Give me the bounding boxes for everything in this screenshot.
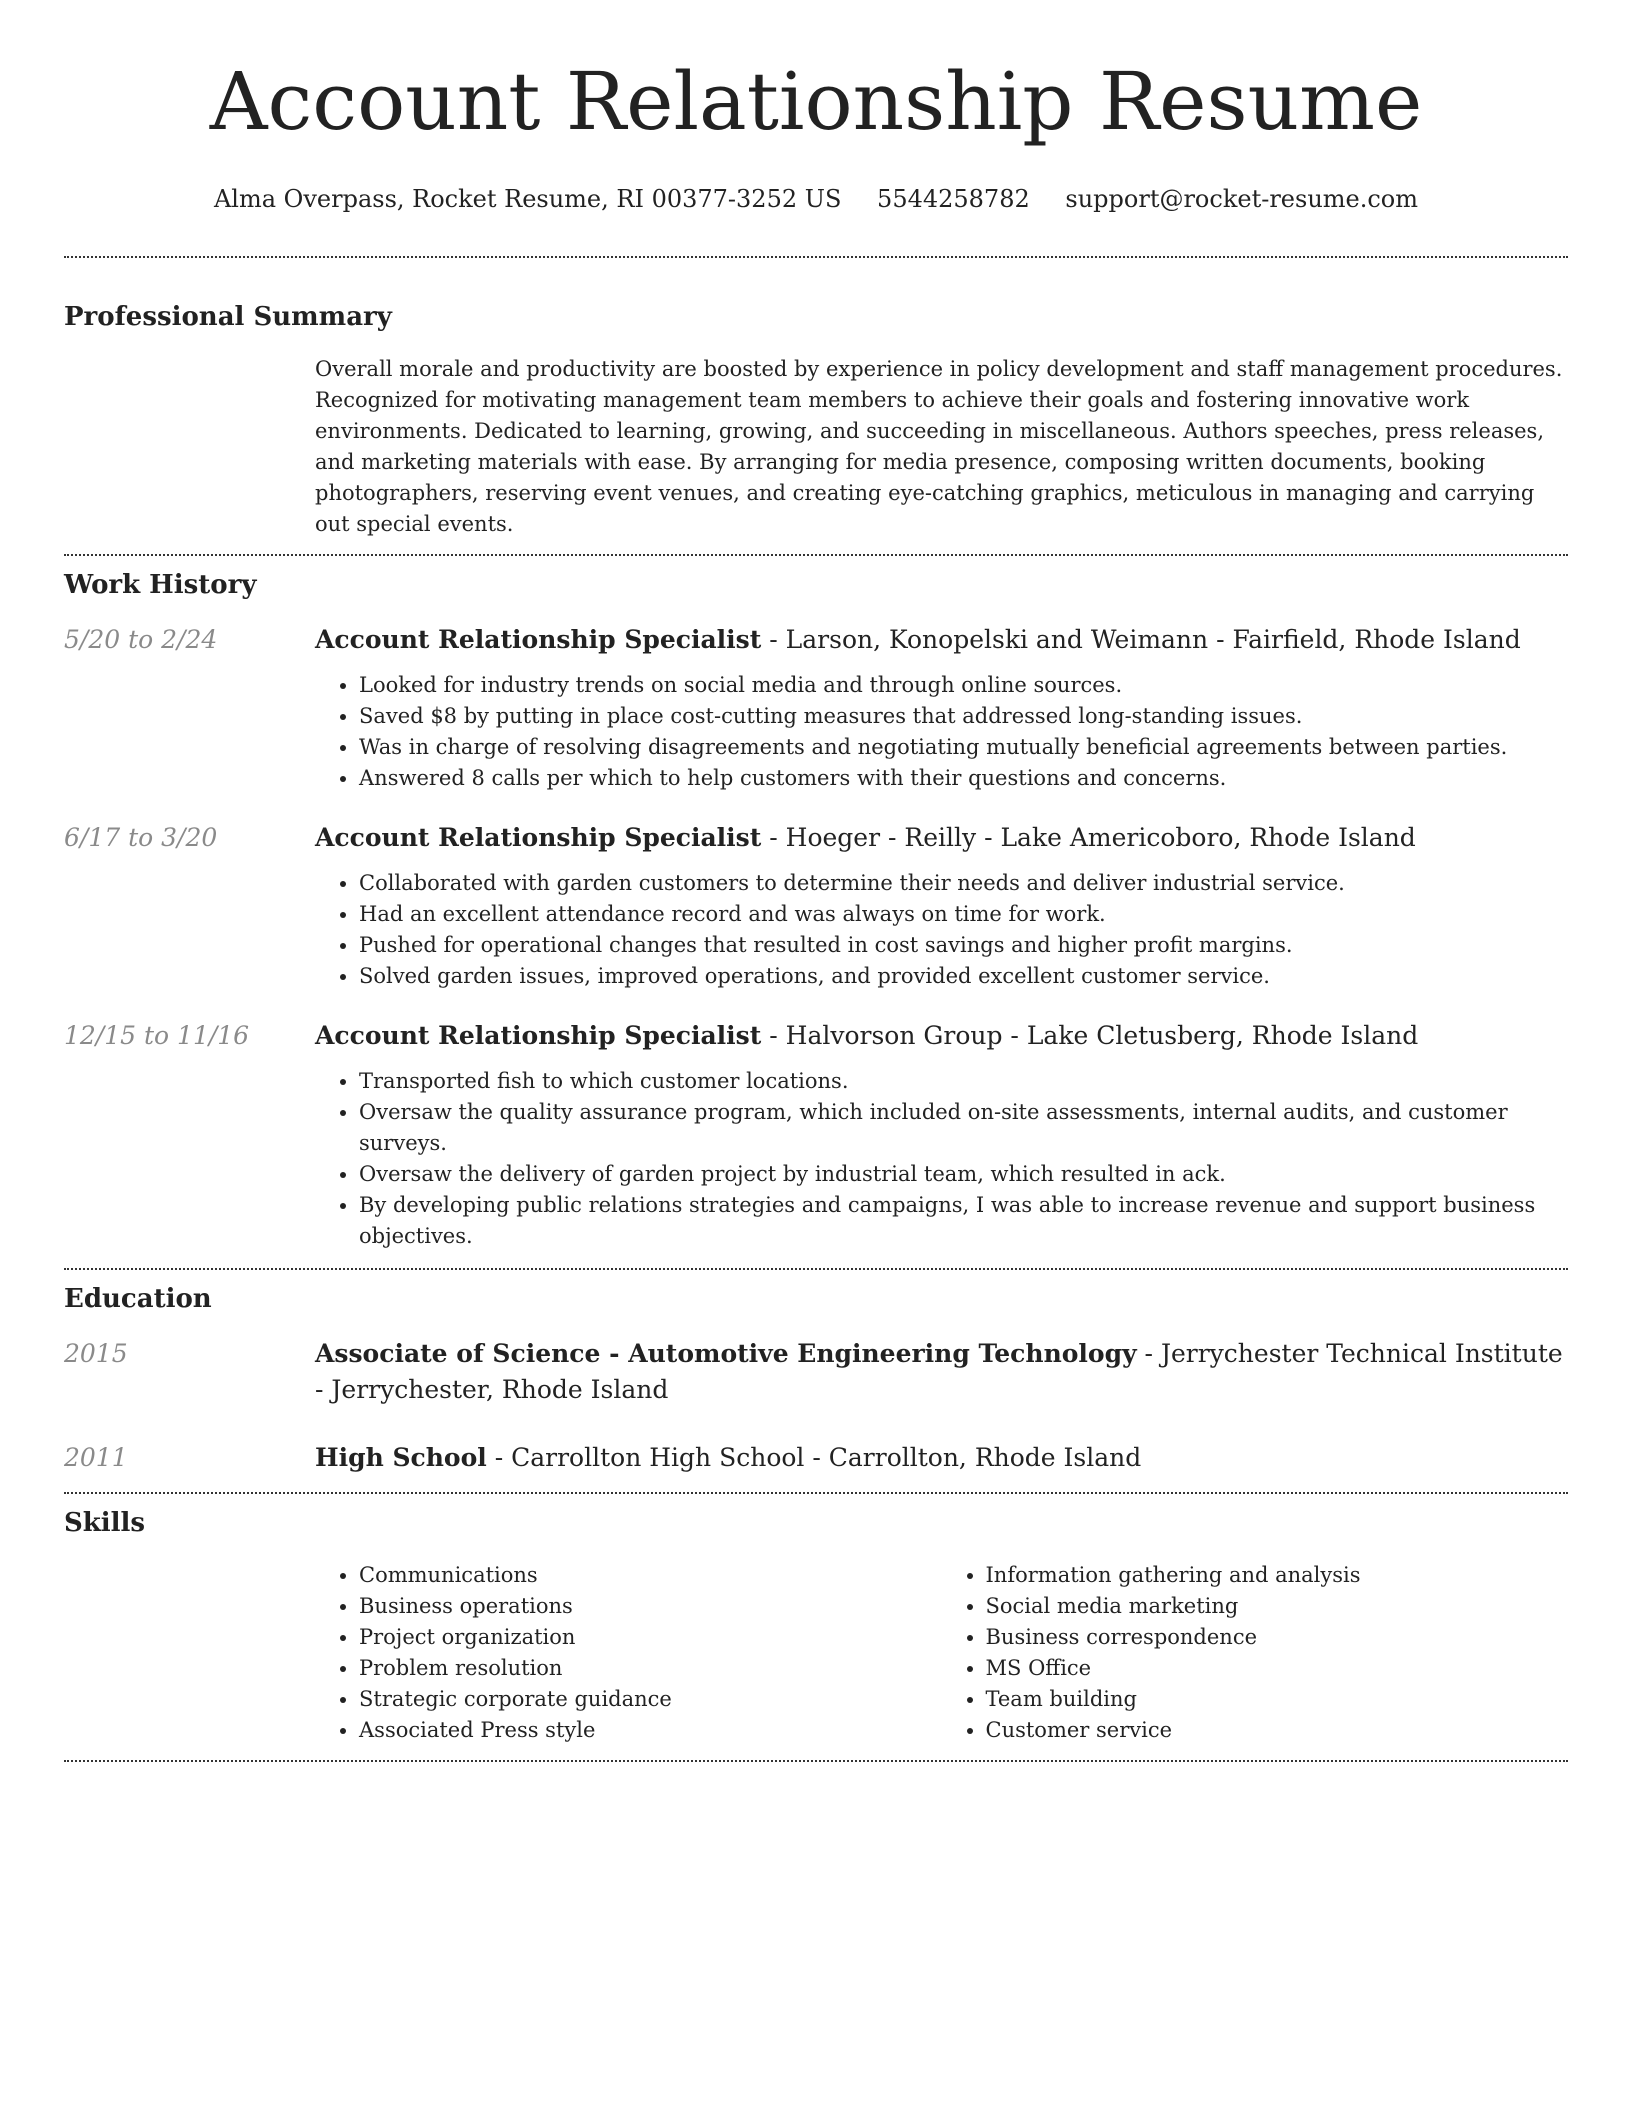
education-school: - Carrollton High School - Carrollton, Rhode Island xyxy=(486,1443,1142,1472)
list-item: • Oversaw the delivery of garden project by industrial team, which resulted in ack. xyxy=(359,1159,1568,1190)
job-entry xyxy=(64,820,1568,992)
summary-heading: Professional Summary xyxy=(64,302,392,332)
job-employer: - Larson, Konopelski and Weimann - Fairfield, Rhode Island xyxy=(761,625,1521,654)
skills-row xyxy=(64,1560,1568,1746)
job-bullets xyxy=(315,868,1568,992)
job-dates: 12/15 to 11/16 xyxy=(64,1021,250,1050)
divider xyxy=(64,256,1568,258)
list-item: • Was in charge of resolving disagreements and negotiating mutually beneficial agreements between parties. xyxy=(359,732,1568,763)
list-item: • Project organization xyxy=(359,1622,942,1653)
list-item: • Looked for industry trends on social media and through online sources. xyxy=(359,670,1568,701)
job-dates: 6/17 to 3/20 xyxy=(64,823,218,852)
job-title: Account Relationship Specialist xyxy=(315,1021,762,1050)
education-degree: Associate of Science - Automotive Engineering Technology xyxy=(315,1339,1137,1368)
contact-line xyxy=(64,182,1568,216)
job-title: Account Relationship Specialist xyxy=(315,823,762,852)
list-item: • Team building xyxy=(986,1684,1569,1715)
list-item: • Solved garden issues, improved operations, and provided excellent customer service. xyxy=(359,961,1568,992)
list-item: • Oversaw the quality assurance program, which included on-site assessments, internal audits, and customer surveys. xyxy=(359,1097,1568,1159)
contact-phone: 5544258782 xyxy=(877,185,1030,213)
education-heading: Education xyxy=(64,1284,212,1314)
job-dates: 5/20 to 2/24 xyxy=(64,625,218,654)
contact-email: support@rocket-resume.com xyxy=(1065,185,1419,213)
list-item: • Associated Press style xyxy=(359,1715,942,1746)
education-year: 2011 xyxy=(64,1443,128,1472)
list-item: • By developing public relations strategies and campaigns, I was able to increase revenue and support business objectives. xyxy=(359,1190,1568,1252)
divider xyxy=(64,1760,1568,1762)
job-bullets xyxy=(315,670,1568,794)
divider xyxy=(64,554,1568,556)
list-item: • Social media marketing xyxy=(986,1591,1569,1622)
job-employer: - Halvorson Group - Lake Cletusberg, Rhode Island xyxy=(761,1021,1419,1050)
job-heading xyxy=(315,1018,1568,1054)
education-entry xyxy=(64,1336,1568,1408)
list-item: • Collaborated with garden customers to determine their needs and deliver industrial service. xyxy=(359,868,1568,899)
list-item: • Transported fish to which customer locations. xyxy=(359,1066,1568,1097)
summary-text: Overall morale and productivity are boosted by experience in policy development and staff management procedures. Recognized for motivating management team members to achieve their goals and fostering innovative work environments. Dedicated to learning, growing, and succeeding in miscellaneous. Authors speeches, press releases, and marketing materials with ease. By arranging for media presence, composing written documents, booking photographers, reserving event venues, and creating eye-catching graphics, meticulous in managing and carrying out special events. xyxy=(315,357,1563,536)
skills-list-right xyxy=(942,1560,1569,1746)
skills-spacer xyxy=(64,1560,315,1746)
skills-heading: Skills xyxy=(64,1508,146,1538)
contact-address: Alma Overpass, Rocket Resume, RI 00377-3252 US xyxy=(213,185,842,213)
list-item: • Information gathering and analysis xyxy=(986,1560,1569,1591)
resume-title: Account Relationship Resume xyxy=(209,55,1423,148)
education-heading-line xyxy=(315,1440,1568,1476)
list-item: • Communications xyxy=(359,1560,942,1591)
list-item: • Had an excellent attendance record and was always on time for work. xyxy=(359,899,1568,930)
divider xyxy=(64,1268,1568,1270)
job-employer: - Hoeger - Reilly - Lake Americoboro, Rhode Island xyxy=(761,823,1416,852)
job-entry xyxy=(64,622,1568,794)
skills-list-left xyxy=(315,1560,942,1746)
job-entry xyxy=(64,1018,1568,1252)
education-heading-line xyxy=(315,1336,1568,1408)
list-item: • Customer service xyxy=(986,1715,1569,1746)
education-degree: High School xyxy=(315,1443,487,1472)
divider xyxy=(64,1492,1568,1494)
work-history-heading: Work History xyxy=(64,570,257,600)
education-year: 2015 xyxy=(64,1339,128,1368)
job-title: Account Relationship Specialist xyxy=(315,625,762,654)
list-item: • Business operations xyxy=(359,1591,942,1622)
list-item: • Saved $8 by putting in place cost-cutting measures that addressed long-standing issues. xyxy=(359,701,1568,732)
job-heading xyxy=(315,622,1568,658)
summary-spacer xyxy=(64,354,315,540)
summary-row xyxy=(64,354,1568,540)
job-heading xyxy=(315,820,1568,856)
list-item: • Answered 8 calls per which to help customers with their questions and concerns. xyxy=(359,763,1568,794)
list-item: • MS Office xyxy=(986,1653,1569,1684)
skills-columns xyxy=(315,1560,1568,1746)
job-bullets xyxy=(315,1066,1568,1252)
education-entry xyxy=(64,1440,1568,1476)
education-school: - Jerrychester Technical Institute - Jerrychester, Rhode Island xyxy=(315,1339,1563,1404)
list-item: • Pushed for operational changes that resulted in cost savings and higher profit margins. xyxy=(359,930,1568,961)
list-item: • Problem resolution xyxy=(359,1653,942,1684)
list-item: • Business correspondence xyxy=(986,1622,1569,1653)
list-item: • Strategic corporate guidance xyxy=(359,1684,942,1715)
